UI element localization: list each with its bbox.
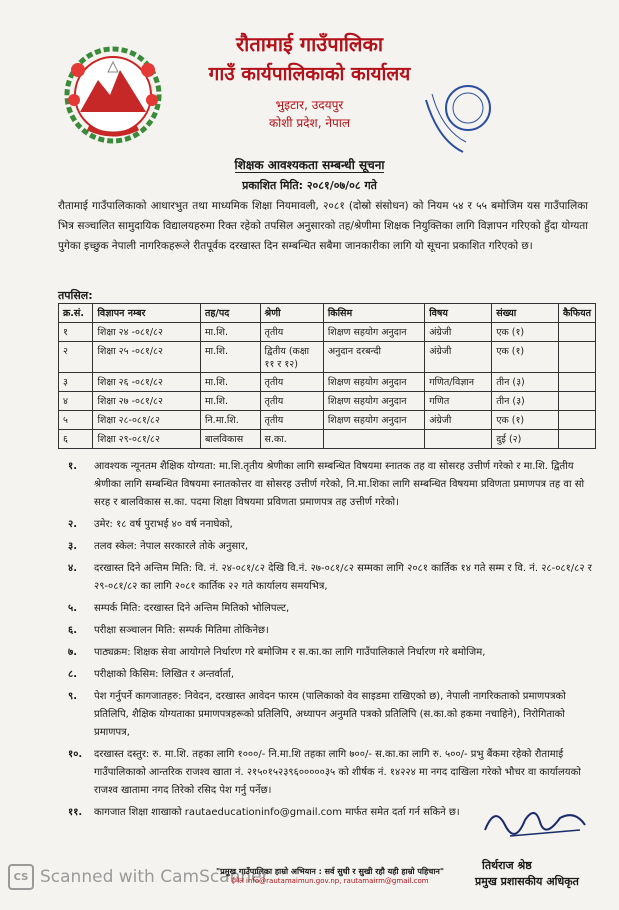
list-item: ९. पेश गर्नुपर्ने कागजातहरु: निवेदन, दरखास्त आवेदन फारम (पालिकाको वेव साइडमा राखिएको छ), नेपाली नागरिकताको प्रमाणपत्रको प्रतिलिपि, शैक्षिक योग्यताका प्रमाणपत्रहरूको प्रतिलिपि, अध्यापन अनुमति पत्रको प्रतिलिपि (स.का.को हकमा नचाहिने), निरोगिताको प्रमाणपत्र, [68, 691, 566, 738]
col-subject: विषय [425, 304, 492, 323]
list-item: १. आवश्यक न्यूनतम शैक्षिक योग्यता: मा.शि.तृतीय श्रेणीका लागि सम्बन्धित विषयमा स्नातक तह वा सोसरह उत्तीर्ण गरेको र मा.शि. द्वितीय श्रेणीका लागि सम्बन्धित विषयमा स्नातकोत्तर वा सोसरह उत्तीर्ण गरेको, नि.मा.शिका लागि सम्बन्धित विषयमा प्रविणता प्रमाणपत्र तह वा सो सरह र बालविकास स.का. पदमा शिक्षा विषयमा प्रविणता प्रमाणपत्र तह उत्तीर्ण गरेको। [68, 461, 585, 508]
letterhead [0, 0, 619, 150]
list-item: ८. परीक्षाको किसिम: लिखित र अन्तर्वार्ता, [68, 669, 235, 680]
col-count: संख्या [492, 304, 559, 323]
address-line-2: कोशी प्रदेश, नेपाल [268, 116, 351, 130]
office-stamp-icon [418, 80, 498, 160]
col-level: तह/पद [200, 304, 260, 323]
table-row: २ शिक्षा २५ -०८१/८२ मा.शि. द्वितीय (कक्षा ११ र १२) अनुदान दरबन्दी अंग्रेजी एक (१) [59, 342, 596, 373]
list-item: ५. सम्पर्क मिति: दरखास्त दिने अन्तिम मितिको भोलिपल्ट, [68, 603, 290, 614]
list-item: १०. दरखास्त दस्तुर: रु. मा.शि. तहका लागि १०००/- नि.मा.शि तहका लागि ७००/- स.का.का लागि रु. ५००/- प्रभु बैंकमा रहेको रौतामाई गाउँपालिकाको आन्तरिक राजश्व खाता नं. २१५०१५२३९६०००००३५ को शीर्षक नं. १४२२४ मा नगद दाखिला गरेको भौचर वा कार्यालयको राजश्व खातामा नगद तिरेको रसिद पेश गर्नु पर्नेछ। [68, 749, 581, 796]
scanner-label: Scanned with CamScanner [40, 867, 269, 887]
office-name: गाउँ कार्यपालिकाको कार्यालय [208, 63, 411, 85]
signatory-name: तिर्थराज श्रेष्ठ [482, 859, 532, 872]
publication-date: प्रकाशित मिति: २०८१/०७/०८ गते [242, 179, 377, 192]
list-item: ६. परीक्षा सञ्चालन मिति: सम्पर्क मितिमा तोकिनेछ। [68, 625, 269, 636]
table-row: ६ शिक्षा २९-०८१/८२ बालविकास स.का. दुई (२) [59, 430, 596, 449]
table-row: ५ शिक्षा २८-०८१/८२ नि.मा.शि. तृतीय शिक्षण सहयोग अनुदान अंग्रेजी एक (१) [59, 411, 596, 430]
footer-slogan: "प्रमुख गाउँपालिका हाम्रो अभियान : सर्व सुधी र सुखी रहौ यही हाम्रो पहिचान" [216, 867, 444, 876]
col-ad-number: विज्ञापन नम्बर [93, 304, 200, 323]
table-row: ४ शिक्षा २७ -०८१/८२ मा.शि. तृतीय शिक्षण सहयोग अनुदान गणित तीन (३) [59, 392, 596, 411]
table-row: ३ शिक्षा २६ -०८१/८२ मा.शि. तृतीय शिक्षण सहयोग अनुदान गणित/विज्ञान तीन (३) [59, 373, 596, 392]
signatory-title: प्रमुख प्रशासकीय अधिकृत [475, 875, 579, 888]
signature-icon [480, 800, 590, 840]
footer [180, 866, 480, 886]
conditions-list [68, 458, 594, 826]
notice-intro: रौतामाई गाउँपालिकाको आधारभुत तथा माध्यमिक शिक्षा नियमावली, २०८१ (दोस्रो संसोधन) को नियम ५४ र ५५ बमोजिम यस गाउँपालिका भित्र सञ्चालित सामुदायिक विद्यालयहरुमा रिक्त रहेको तपसिल अनुसारको तह/श्रेणीमा शिक्षक नियुक्तिका लागि विज्ञापन गरिएको हुँदा योग्यता पुगेका इच्छुक नेपाली नागरिकहरूले रीतपूर्वक दरखास्त दिन सम्बन्धित सबैमा जानकारीका लागि यो सूचना प्रकाशित गरिएको छ। [58, 200, 588, 252]
col-sn: क्र.सं. [59, 304, 93, 323]
list-item: ७. पाठ्यक्रम: शिक्षक सेवा आयोगले निर्धारण गरे बमोजिम र स.का.का लागि गाउँपालिकाले निर्धारण गरे बमोजिम, [68, 647, 486, 658]
col-type: किसिम [323, 304, 424, 323]
municipality-name: रौतामाई गाउँपालिका [235, 32, 384, 56]
list-item: ११. कागजात शिक्षा शाखाको rautaeducationinfo@gmail.com मार्फत समेत दर्ता गर्न सकिने छ। [68, 807, 460, 818]
col-class: श्रेणी [260, 304, 323, 323]
notice-title: शिक्षक आवश्यकता सम्बन्धी सूचना [234, 158, 385, 172]
table-row: १ शिक्षा २४ -०८१/८२ मा.शि. तृतीय शिक्षण सहयोग अनुदान अंग्रेजी एक (१) [59, 323, 596, 342]
schedule-label: तपसिल: [58, 289, 93, 302]
camscanner-icon: CS [8, 864, 34, 890]
footer-contact: ईमेल info@rautamaimun.gov.np, rautamairm@gmail.com [231, 877, 429, 885]
vacancy-table [58, 303, 596, 449]
list-item: २. उमेर: १८ वर्ष पुराभई ४० वर्ष ननाघेको, [68, 519, 233, 530]
table-header-row [59, 304, 596, 323]
list-item: ३. तलव स्केल: नेपाल सरकारले तोके अनुसार, [68, 541, 249, 552]
list-item: ४. दरखास्त दिने अन्तिम मिति: वि. नं. २४-०८१/८२ देखि वि.नं. २७-०८१/८२ सम्मका लागि २०८१ कार्तिक १४ गते सम्म र वि. नं. २८-०८१/८२ र २९-०८१/८२ का लागि २०८१ कार्तिक २२ गते कार्यालय समयभित्र, [68, 563, 592, 592]
col-remarks: कैफियत [558, 304, 595, 323]
address-line-1: भुइटार, उदयपुर [275, 98, 344, 112]
